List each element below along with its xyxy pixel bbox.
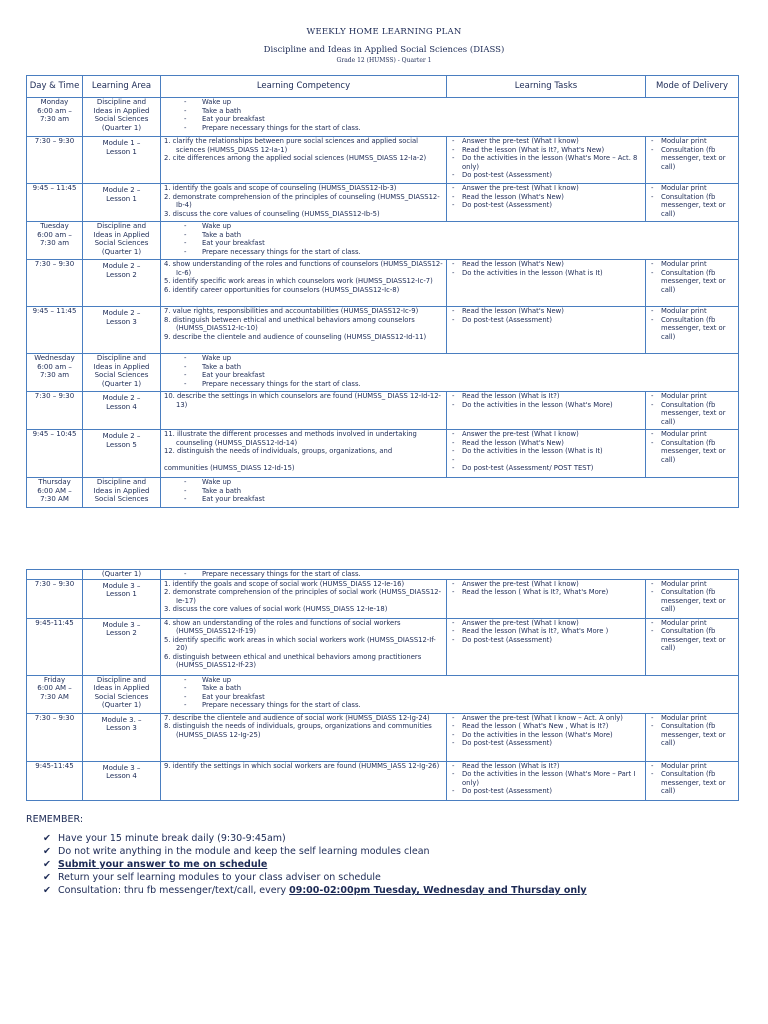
learning-area-cell: Discipline and Ideas in Applied Social Sciences (Quarter 1) xyxy=(83,675,161,713)
competency-cell: 10. describe the settings in which counselors are found (HUMSS_ DIASS 12-Id-12-13) xyxy=(161,392,447,430)
module-cell: Module 3. – Lesson 3 xyxy=(83,713,161,761)
learning-area-cell: Discipline and Ideas in Applied Social Sciences (Quarter 1) xyxy=(83,354,161,392)
time-cell: 9:45-11:45 xyxy=(27,618,83,675)
routine-list: - Wake up - Take a bath - Eat your breakfast - Prepare necessary things for the start of class. xyxy=(164,98,735,132)
day-cell-wednesday: Wednesday 6:00 am – 7:30 am xyxy=(27,354,83,392)
consultation-hours: 09:00-02:00pm Tuesday, Wednesday and Thursday only xyxy=(289,885,587,896)
day-cell-tuesday: Tuesday 6:00 am – 7:30 am xyxy=(27,222,83,260)
table-row-friday-routine xyxy=(27,675,739,713)
learning-area-cell: Discipline and Ideas in Applied Social Sciences (Quarter 1) xyxy=(83,98,161,137)
routine-cell xyxy=(161,478,739,508)
routine-list: - Wake up - Take a bath - Eat your breakfast - Prepare necessary things for the start of class. xyxy=(164,676,735,710)
competency-cell: 1. identify the goals and scope of social work (HUMSS_DIASS 12-Ie-16) 2. demonstrate comprehension of the principles of social work (HUMSS_DIASS12-Ie-17) 3. discuss the core values of social work (HUMSS_DIASS 12-Ie-18) xyxy=(161,579,447,618)
routine-list: - Wake up - Take a bath - Eat your breakfast - Prepare necessary things for the start of class. xyxy=(164,354,735,388)
routine-list: - Wake up - Take a bath - Eat your breakfast - Prepare necessary things for the start of class. xyxy=(164,222,735,256)
competency-cell: 4. show an understanding of the roles and functions of social workers (HUMSS_DIASS12-If-19) 5. identify specific work areas in which social workers work (HUMSS_DIASS12-If-20) 6. distinguish between ethical and unethical behaviors among practitioners (HUMSS_DIASS12-If-23) xyxy=(161,618,447,675)
mode-cell: - Modular print - Consultation (fb messenger, text or call) xyxy=(646,392,739,430)
check-icon: ✔ xyxy=(43,833,51,844)
table-row-thursday-1 xyxy=(27,579,739,618)
time-cell: 7:30 – 9:30 xyxy=(27,137,83,184)
remember-item: ✔ Consultation: thru fb messenger/text/call, every 09:00-02:00pm Tuesday, Wednesday and Thursday only xyxy=(43,885,587,896)
routine-cell xyxy=(161,675,739,713)
learning-plan-table-page-2 xyxy=(26,569,739,801)
table-row-wednesday-2 xyxy=(27,430,739,478)
time-cell: 9:45-11:45 xyxy=(27,761,83,800)
time-cell: 7:30 – 9:30 xyxy=(27,392,83,430)
tasks-cell: - Read the lesson (What's New) - Do the activities in the lesson (What is It) xyxy=(447,260,646,307)
col-header-learning-tasks: Learning Tasks xyxy=(447,76,646,98)
competency-cell: 4. show understanding of the roles and functions of counselors (HUMSS_DIASS12-Ic-6) 5. identify specific work areas in which counselors work (HUMSS_DIASS12-Ic-7) 6. identify career opportunities for counselors (HUMSS_DIASS12-Ic-8) xyxy=(161,260,447,307)
module-cell: Module 2 – Lesson 1 xyxy=(83,184,161,222)
module-cell: Module 1 – Lesson 1 xyxy=(83,137,161,184)
table-row-thursday-2 xyxy=(27,618,739,675)
module-cell: Module 2 – Lesson 2 xyxy=(83,260,161,307)
day-cell-empty xyxy=(27,570,83,580)
tasks-cell: - Read the lesson (What's New) - Do post-test (Assessment) xyxy=(447,307,646,354)
table-row-tuesday-2 xyxy=(27,307,739,354)
table-row-thursday-continued xyxy=(27,570,739,580)
module-cell: Module 3 – Lesson 2 xyxy=(83,618,161,675)
check-icon: ✔ xyxy=(43,885,51,896)
module-cell: Module 2 – Lesson 3 xyxy=(83,307,161,354)
tasks-cell: - Answer the pre-test (What I know) - Read the lesson ( What is It?, What's More) xyxy=(447,579,646,618)
subject-title: Discipline and Ideas in Applied Social Sciences (DIASS) xyxy=(263,45,505,55)
competency-cell: 7. value rights, responsibilities and accountabilities (HUMSS_DIASS12-Ic-9) 8. distinguish between ethical and unethical behaviors among counselors (HUMSS_DIASS12-Ic-10) 9. describe the clientele and audience of counseling (HUMSS_DIASS12-Id-11) xyxy=(161,307,447,354)
tasks-cell: - Answer the pre-test (What I know – Act. A only) - Read the lesson ( What's New , What is It?) - Do the activities in the lesson (What's More) - Do post-test (Assessment) xyxy=(447,713,646,761)
plan-title: WEEKLY HOME LEARNING PLAN xyxy=(306,27,462,37)
routine-cell xyxy=(161,354,739,392)
time-cell: 9:45 – 11:45 xyxy=(27,184,83,222)
mode-cell: - Modular print - Consultation (fb messenger, text or call) xyxy=(646,430,739,478)
routine-list: - Wake up - Take a bath - Eat your breakfast xyxy=(164,478,735,504)
col-header-learning-area: Learning Area xyxy=(83,76,161,98)
mode-cell: - Modular print - Consultation (fb messenger, text or call) xyxy=(646,618,739,675)
remember-heading: REMEMBER: xyxy=(26,814,84,825)
col-header-mode-of-delivery: Mode of Delivery xyxy=(646,76,739,98)
check-icon: ✔ xyxy=(43,859,51,870)
remember-item: ✔ Return your self learning modules to your class adviser on schedule xyxy=(43,872,381,883)
learning-area-cell: (Quarter 1) xyxy=(83,570,161,580)
routine-cell xyxy=(161,222,739,260)
tasks-cell: - Answer the pre-test (What I know) - Read the lesson (What is It?, What's More ) - Do post-test (Assessment) xyxy=(447,618,646,675)
table-row-monday-1 xyxy=(27,137,739,184)
time-cell: 7:30 – 9:30 xyxy=(27,260,83,307)
table-row-tuesday-routine xyxy=(27,222,739,260)
time-cell: 9:45 – 11:45 xyxy=(27,307,83,354)
tasks-cell: - Answer the pre-test (What I know) - Read the lesson (What is It?, What's New) - Do the activities in the lesson (What's More – Act. 8 only) - Do post-test (Assessment) xyxy=(447,137,646,184)
routine-list: - Prepare necessary things for the start of class. xyxy=(164,570,735,579)
time-cell: 9:45 – 10:45 xyxy=(27,430,83,478)
competency-cell: 1. identify the goals and scope of counseling (HUMSS_DIASS12-Ib-3) 2. demonstrate comprehension of the principles of counseling (HUMSS_DIASS12-Ib-4) 3. discuss the core values of counseling (HUMSS_DIASS12-Ib-5) xyxy=(161,184,447,222)
check-icon: ✔ xyxy=(43,872,51,883)
mode-cell: - Modular print - Consultation (fb messenger, text or call) xyxy=(646,260,739,307)
competency-cell: 11. illustrate the different processes and methods involved in undertaking counseling (HUMSS_DIASS12-Id-14) 12. distinguish the needs of individuals, groups, organizations, and communities (HUMSS_DIASS 12-Id-15) xyxy=(161,430,447,478)
remember-item: ✔ Submit your answer to me on schedule xyxy=(43,859,268,870)
routine-cell xyxy=(161,98,739,137)
tasks-cell: - Answer the pre-test (What I know) - Read the lesson (What's New) - Do the activities in the lesson (What is It) - - Do post-test (Assessment/ POST TEST) xyxy=(447,430,646,478)
grade-quarter: Grade 12 (HUMSS) - Quarter 1 xyxy=(336,57,432,64)
mode-cell: - Modular print - Consultation (fb messenger, text or call) xyxy=(646,579,739,618)
table-row-friday-2 xyxy=(27,761,739,800)
module-cell: Module 3 – Lesson 4 xyxy=(83,761,161,800)
module-cell: Module 2 – Lesson 5 xyxy=(83,430,161,478)
day-cell-friday: Friday 6:00 AM – 7:30 AM xyxy=(27,675,83,713)
mode-cell: - Modular print - Consultation (fb messenger, text or call) xyxy=(646,761,739,800)
day-cell-monday: Monday 6:00 am – 7:30 am xyxy=(27,98,83,137)
time-cell: 7:30 – 9:30 xyxy=(27,713,83,761)
mode-cell: - Modular print - Consultation (fb messenger, text or call) xyxy=(646,307,739,354)
mode-cell: - Modular print - Consultation (fb messenger, text or call) xyxy=(646,713,739,761)
table-row-monday-routine xyxy=(27,98,739,137)
mode-cell: - Modular print - Consultation (fb messenger, text or call) xyxy=(646,184,739,222)
tasks-cell: - Answer the pre-test (What I know) - Read the lesson (What's New) - Do post-test (Assessment) xyxy=(447,184,646,222)
competency-cell: 1. clarify the relationships between pure social sciences and applied social sciences (HUMSS_DIASS 12-Ia-1) 2. cite differences among the applied social sciences (HUMSS_DIASS 12-Ia-2) xyxy=(161,137,447,184)
time-cell: 7:30 – 9:30 xyxy=(27,579,83,618)
learning-plan-table-page-1 xyxy=(26,75,739,508)
check-icon: ✔ xyxy=(43,846,51,857)
table-row-thursday-routine xyxy=(27,478,739,508)
tasks-cell: - Read the lesson (What is It?) - Do the activities in the lesson (What's More) xyxy=(447,392,646,430)
competency-cell: 7. describe the clientele and audience of social work (HUMSS_DIASS 12-Ig-24) 8. distinguish the needs of individuals, groups, organizations and communities (HUMSS_DIASS 12-Ig-25) xyxy=(161,713,447,761)
table-row-monday-2 xyxy=(27,184,739,222)
table-header-row xyxy=(27,76,739,98)
remember-item: ✔ Do not write anything in the module and keep the self learning modules clean xyxy=(43,846,430,857)
routine-cell xyxy=(161,570,739,580)
table-row-wednesday-routine xyxy=(27,354,739,392)
col-header-day-time: Day & Time xyxy=(27,76,83,98)
table-row-wednesday-1 xyxy=(27,392,739,430)
table-row-tuesday-1 xyxy=(27,260,739,307)
remember-item: ✔ Have your 15 minute break daily (9:30-9:45am) xyxy=(43,833,286,844)
module-cell: Module 3 – Lesson 1 xyxy=(83,579,161,618)
competency-cell: 9. identify the settings in which social workers are found (HUMMS_IASS 12-Ig-26) xyxy=(161,761,447,800)
module-cell: Module 2 – Lesson 4 xyxy=(83,392,161,430)
tasks-cell: - Read the lesson (What is It?) - Do the activities in the lesson (What's More – Part I only) - Do post-test (Assessment) xyxy=(447,761,646,800)
table-row-friday-1 xyxy=(27,713,739,761)
col-header-learning-competency: Learning Competency xyxy=(161,76,447,98)
mode-cell: - Modular print - Consultation (fb messenger, text or call) xyxy=(646,137,739,184)
day-cell-thursday: Thursday 6:00 AM – 7:30 AM xyxy=(27,478,83,508)
learning-area-cell: Discipline and Ideas in Applied Social Sciences xyxy=(83,478,161,508)
learning-area-cell: Discipline and Ideas in Applied Social Sciences (Quarter 1) xyxy=(83,222,161,260)
remember-list xyxy=(43,832,723,897)
